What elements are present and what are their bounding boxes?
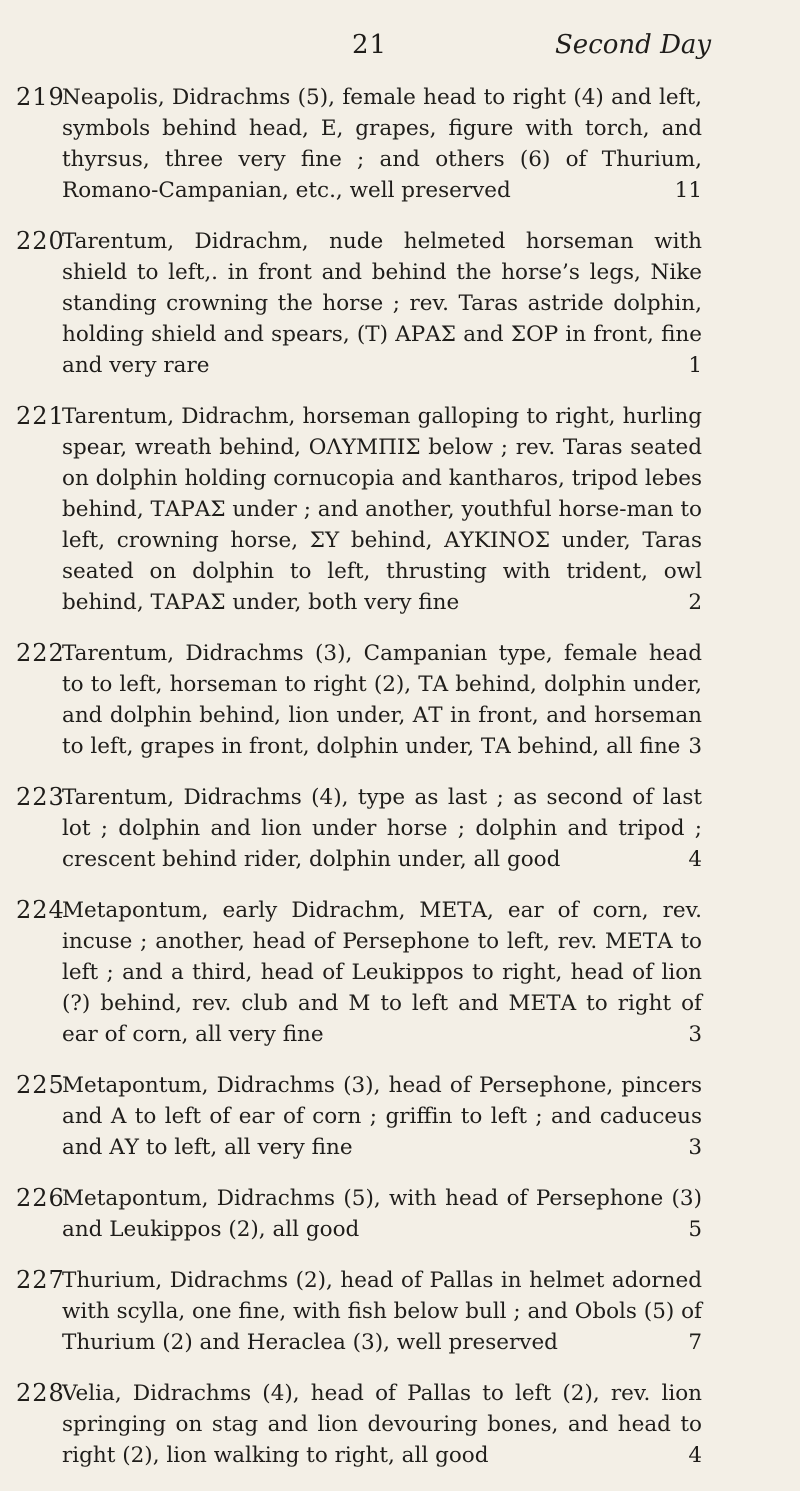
lot-entry: [0, 82, 800, 206]
lot-entry: [0, 1183, 800, 1245]
lot-entry: [0, 1070, 800, 1163]
lot-quantity: 3: [688, 1135, 702, 1160]
lot-text: [62, 1183, 702, 1245]
page-header: [0, 28, 800, 68]
lot-description: Thurium, Didrachms (2), head of Pallas in helmet adorned with scylla, one fine, with fish below bull ; and Obols (5) of Thurium (2) and Heraclea (3), well preserved: [62, 1268, 702, 1355]
lot-entry: [0, 401, 800, 618]
lot-entry: [0, 638, 800, 762]
lot-quantity: 3: [688, 734, 702, 759]
lot-quantity: 4: [688, 1443, 702, 1468]
lot-number: 228: [16, 1379, 65, 1407]
lot-description: Tarentum, Didrachm, nude helmeted horseman with shield to left,. in front and behind the horse’s legs, Nike standing crowning the horse ; rev. Taras astride dolphin, holding shield and spears, (T) ΑΡΑΣ and ΣΟΡ in front, fine and very rare: [62, 229, 702, 378]
lot-text: [62, 1070, 702, 1163]
lot-text: [62, 895, 702, 1050]
lot-number: 219: [16, 83, 65, 111]
lot-description: Metapontum, Didrachms (3), head of Persephone, pincers and Α to left of ear of corn ; griffin to left ; and caduceus and ΑΥ to left, all very fine: [62, 1073, 702, 1160]
lot-description: Tarentum, Didrachm, horseman galloping to right, hurling spear, wreath behind, ΟΛΥΜΠΙΣ below ; rev. Taras seated on dolphin holding cornucopia and kantharos, tripod lebes behind, ΤΑΡΑΣ under ; and another, youthful horse-man to left, crowning horse, ΣΥ behind, ΑΥΚΙΝΟΣ under, Taras seated on dolphin to left, thrusting with trident, owl behind, ΤΑΡΑΣ under, both very fine: [62, 404, 702, 615]
lot-description: Metapontum, early Didrachm, ΜΕΤΑ, ear of corn, rev. incuse ; another, head of Persephone to left, rev. ΜΕΤΑ to left ; and a third, head of Leukippos to right, head of lion (?) behind, rev. club and Μ to left and ΜΕΤΑ to right of ear of corn, all very fine: [62, 898, 702, 1047]
lot-text: [62, 401, 702, 618]
lot-entry: [0, 782, 800, 875]
lot-entry: [0, 895, 800, 1050]
lot-description: Tarentum, Didrachms (4), type as last ; as second of last lot ; dolphin and lion under horse ; dolphin and tripod ; crescent behind rider, dolphin under, all good: [62, 785, 702, 872]
lot-entry: [0, 226, 800, 381]
lot-description: Metapontum, Didrachms (5), with head of Persephone (3) and Leukippos (2), all good: [62, 1186, 702, 1242]
lot-quantity: 11: [674, 178, 702, 203]
lot-number: 227: [16, 1266, 65, 1294]
lot-number: 220: [16, 227, 65, 255]
lot-text: [62, 1265, 702, 1358]
lot-quantity: 1: [688, 353, 702, 378]
lot-number: 223: [16, 783, 65, 811]
lot-quantity: 4: [688, 847, 702, 872]
lot-quantity: 7: [688, 1330, 702, 1355]
lot-entry: [0, 1265, 800, 1358]
lot-text: [62, 1378, 702, 1471]
lot-description: Velia, Didrachms (4), head of Pallas to left (2), rev. lion springing on stag and lion devouring bones, and head to right (2), lion walking to right, all good: [62, 1381, 702, 1468]
lot-text: [62, 782, 702, 875]
lot-number: 221: [16, 402, 65, 430]
page-number: 21: [352, 30, 388, 60]
lot-text: [62, 226, 702, 381]
lot-text: [62, 638, 702, 762]
lot-description: Tarentum, Didrachms (3), Campanian type, female head to to left, horseman to right (2), ΤΑ behind, dolphin under, and dolphin behind, lion under, ΑΤ in front, and horseman to left, grapes in front, dolphin under, ΤΑ behind, all fine: [62, 641, 702, 759]
lot-number: 225: [16, 1071, 65, 1099]
lot-number: 224: [16, 896, 65, 924]
lot-description: Neapolis, Didrachms (5), female head to right (4) and left, symbols behind head, E, grapes, figure with torch, and thyrsus, three very fine ; and others (6) of Thurium, Romano-Campanian, etc., well preserved: [62, 85, 702, 203]
lot-text: [62, 82, 702, 206]
lot-number: 226: [16, 1184, 65, 1212]
lot-entry: [0, 1378, 800, 1471]
running-head: Second Day: [555, 30, 712, 60]
lot-quantity: 5: [688, 1217, 702, 1242]
lot-quantity: 2: [688, 590, 702, 615]
lot-list: [0, 82, 800, 1491]
lot-number: 222: [16, 639, 65, 667]
lot-quantity: 3: [688, 1022, 702, 1047]
